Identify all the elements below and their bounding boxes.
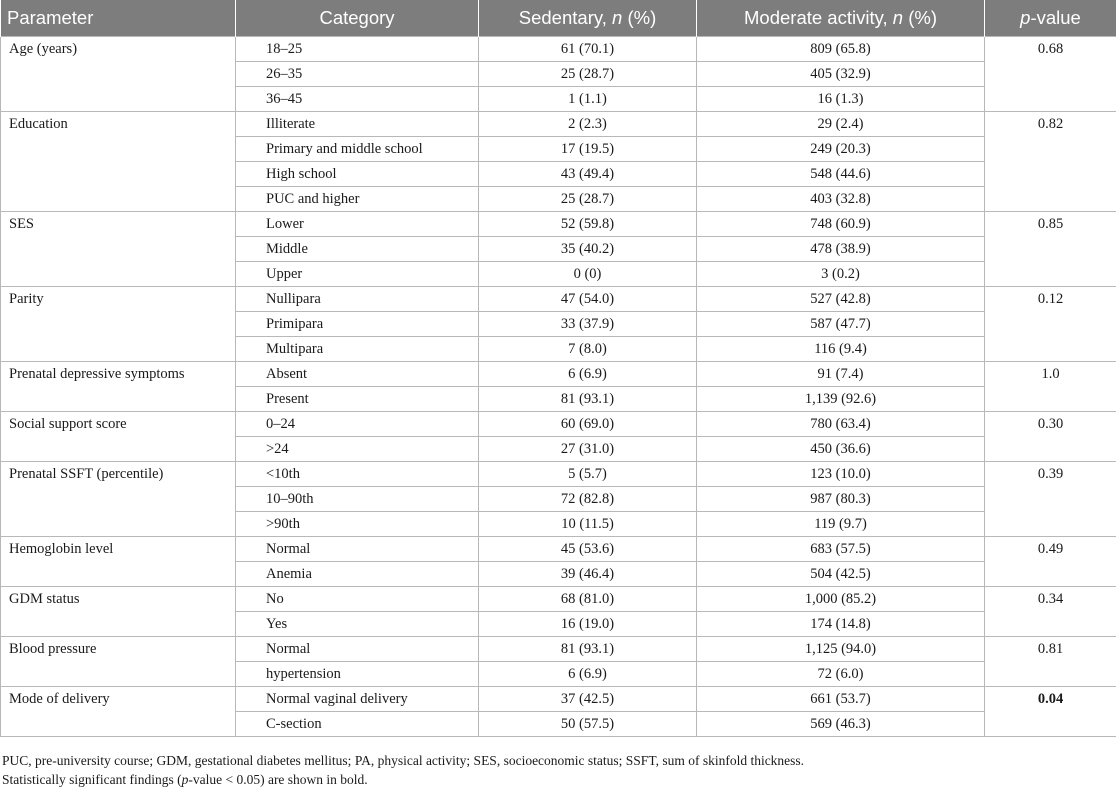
table-row — [1, 112, 1116, 137]
footnote-significance: Statistically significant findings (p-value < 0.05) are shown in bold. — [0, 770, 1116, 789]
moderate-activity-cell: 780 (63.4) — [697, 412, 985, 437]
moderate-activity-cell: 548 (44.6) — [697, 162, 985, 187]
p-value-cell: 0.81 — [985, 637, 1116, 687]
category-cell: Middle — [236, 237, 479, 262]
sedentary-cell: 60 (69.0) — [479, 412, 697, 437]
moderate-activity-cell: 748 (60.9) — [697, 212, 985, 237]
header-category: Category — [236, 0, 479, 37]
moderate-activity-cell: 3 (0.2) — [697, 262, 985, 287]
sedentary-cell: 52 (59.8) — [479, 212, 697, 237]
table-row — [1, 587, 1116, 612]
table-row — [1, 637, 1116, 662]
category-cell: Yes — [236, 612, 479, 637]
sedentary-cell: 5 (5.7) — [479, 462, 697, 487]
header-p-value: p-value — [985, 0, 1116, 37]
p-value-cell: 0.85 — [985, 212, 1116, 287]
header-parameter: Parameter — [1, 0, 236, 37]
sedentary-cell: 47 (54.0) — [479, 287, 697, 312]
p-value-cell: 1.0 — [985, 362, 1116, 412]
category-cell: <10th — [236, 462, 479, 487]
p-value-cell: 0.30 — [985, 412, 1116, 462]
sedentary-cell: 16 (19.0) — [479, 612, 697, 637]
parameter-cell: Social support score — [1, 412, 236, 462]
header-sedentary: Sedentary, n (%) — [479, 0, 697, 37]
sedentary-cell: 17 (19.5) — [479, 137, 697, 162]
sedentary-cell: 81 (93.1) — [479, 387, 697, 412]
sedentary-cell: 25 (28.7) — [479, 62, 697, 87]
category-cell: Normal — [236, 637, 479, 662]
moderate-activity-cell: 1,139 (92.6) — [697, 387, 985, 412]
category-cell: Illiterate — [236, 112, 479, 137]
moderate-activity-cell: 987 (80.3) — [697, 487, 985, 512]
moderate-activity-cell: 405 (32.9) — [697, 62, 985, 87]
table-row — [1, 462, 1116, 487]
category-cell: >24 — [236, 437, 479, 462]
category-cell: No — [236, 587, 479, 612]
sedentary-cell: 25 (28.7) — [479, 187, 697, 212]
table-row — [1, 287, 1116, 312]
sedentary-cell: 6 (6.9) — [479, 362, 697, 387]
sedentary-cell: 72 (82.8) — [479, 487, 697, 512]
category-cell: 18–25 — [236, 37, 479, 62]
parameter-cell: Hemoglobin level — [1, 537, 236, 587]
parameter-cell: SES — [1, 212, 236, 287]
category-cell: C-section — [236, 712, 479, 737]
sedentary-cell: 33 (37.9) — [479, 312, 697, 337]
moderate-activity-cell: 123 (10.0) — [697, 462, 985, 487]
sedentary-cell: 10 (11.5) — [479, 512, 697, 537]
moderate-activity-cell: 683 (57.5) — [697, 537, 985, 562]
category-cell: High school — [236, 162, 479, 187]
sedentary-cell: 35 (40.2) — [479, 237, 697, 262]
parameter-cell: Education — [1, 112, 236, 212]
category-cell: 36–45 — [236, 87, 479, 112]
moderate-activity-cell: 119 (9.7) — [697, 512, 985, 537]
category-cell: Lower — [236, 212, 479, 237]
sedentary-cell: 6 (6.9) — [479, 662, 697, 687]
p-value-cell: 0.12 — [985, 287, 1116, 362]
category-cell: Normal vaginal delivery — [236, 687, 479, 712]
category-cell: Nullipara — [236, 287, 479, 312]
sedentary-cell: 81 (93.1) — [479, 637, 697, 662]
header-moderate-activity: Moderate activity, n (%) — [697, 0, 985, 37]
moderate-activity-cell: 504 (42.5) — [697, 562, 985, 587]
table-body — [1, 37, 1116, 737]
moderate-activity-cell: 29 (2.4) — [697, 112, 985, 137]
moderate-activity-cell: 116 (9.4) — [697, 337, 985, 362]
category-cell: Primary and middle school — [236, 137, 479, 162]
p-value-cell: 0.39 — [985, 462, 1116, 537]
parameter-cell: Parity — [1, 287, 236, 362]
sedentary-cell: 2 (2.3) — [479, 112, 697, 137]
parameter-cell: Blood pressure — [1, 637, 236, 687]
table-row — [1, 412, 1116, 437]
moderate-activity-cell: 1,000 (85.2) — [697, 587, 985, 612]
footnote-abbreviations: PUC, pre-university course; GDM, gestational diabetes mellitus; PA, physical activity; SES, socioeconomic status; SSFT, sum of skinfold thickness. — [0, 751, 1116, 770]
table-row — [1, 537, 1116, 562]
parameter-cell: Mode of delivery — [1, 687, 236, 737]
sedentary-cell: 50 (57.5) — [479, 712, 697, 737]
category-cell: 26–35 — [236, 62, 479, 87]
table-row — [1, 37, 1116, 62]
parameter-cell: GDM status — [1, 587, 236, 637]
sedentary-cell: 61 (70.1) — [479, 37, 697, 62]
moderate-activity-cell: 450 (36.6) — [697, 437, 985, 462]
header-row — [1, 0, 1116, 37]
moderate-activity-cell: 174 (14.8) — [697, 612, 985, 637]
moderate-activity-cell: 587 (47.7) — [697, 312, 985, 337]
moderate-activity-cell: 1,125 (94.0) — [697, 637, 985, 662]
category-cell: Anemia — [236, 562, 479, 587]
moderate-activity-cell: 249 (20.3) — [697, 137, 985, 162]
sedentary-cell: 45 (53.6) — [479, 537, 697, 562]
table-row — [1, 212, 1116, 237]
moderate-activity-cell: 91 (7.4) — [697, 362, 985, 387]
sedentary-cell: 7 (8.0) — [479, 337, 697, 362]
sedentary-cell: 68 (81.0) — [479, 587, 697, 612]
parameter-cell: Prenatal depressive symptoms — [1, 362, 236, 412]
moderate-activity-cell: 72 (6.0) — [697, 662, 985, 687]
p-value-cell: 0.49 — [985, 537, 1116, 587]
sedentary-cell: 27 (31.0) — [479, 437, 697, 462]
parameter-cell: Age (years) — [1, 37, 236, 112]
category-cell: PUC and higher — [236, 187, 479, 212]
moderate-activity-cell: 661 (53.7) — [697, 687, 985, 712]
p-value-cell: 0.68 — [985, 37, 1116, 112]
category-cell: Upper — [236, 262, 479, 287]
category-cell: hypertension — [236, 662, 479, 687]
table-row — [1, 687, 1116, 712]
sedentary-cell: 0 (0) — [479, 262, 697, 287]
p-value-cell: 0.04 — [985, 687, 1116, 737]
category-cell: 10–90th — [236, 487, 479, 512]
table-row — [1, 362, 1116, 387]
moderate-activity-cell: 569 (46.3) — [697, 712, 985, 737]
category-cell: Primipara — [236, 312, 479, 337]
moderate-activity-cell: 527 (42.8) — [697, 287, 985, 312]
p-value-cell: 0.34 — [985, 587, 1116, 637]
category-cell: Multipara — [236, 337, 479, 362]
sedentary-cell: 37 (42.5) — [479, 687, 697, 712]
category-cell: 0–24 — [236, 412, 479, 437]
category-cell: >90th — [236, 512, 479, 537]
moderate-activity-cell: 478 (38.9) — [697, 237, 985, 262]
category-cell: Absent — [236, 362, 479, 387]
parameter-cell: Prenatal SSFT (percentile) — [1, 462, 236, 537]
sedentary-cell: 1 (1.1) — [479, 87, 697, 112]
category-cell: Normal — [236, 537, 479, 562]
category-cell: Present — [236, 387, 479, 412]
moderate-activity-cell: 403 (32.8) — [697, 187, 985, 212]
sedentary-cell: 39 (46.4) — [479, 562, 697, 587]
p-value-cell: 0.82 — [985, 112, 1116, 212]
sedentary-cell: 43 (49.4) — [479, 162, 697, 187]
moderate-activity-cell: 16 (1.3) — [697, 87, 985, 112]
moderate-activity-cell: 809 (65.8) — [697, 37, 985, 62]
